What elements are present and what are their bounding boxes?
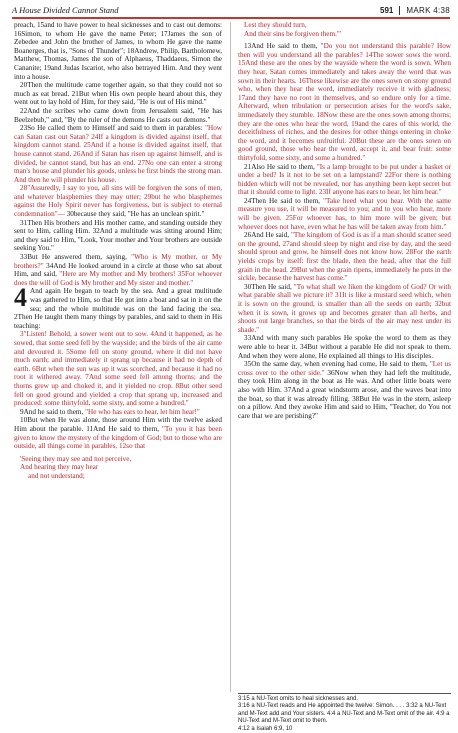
column-divider: [230, 22, 231, 692]
footnote: 3:15 a NU-Text omits to heal sicknesses and.: [238, 696, 359, 702]
words-of-jesus: "Take heed what you hear. With the same measure you use, it will be measured to you; and to you who hear, more will be given. 25For whoever has, to him more will be given; but whoever does not have, even what he has will be taken away from him.": [238, 196, 451, 231]
narrative-text: 26And He said,: [244, 231, 291, 240]
words-of-jesus: "Who is My mother, or My brothers?": [14, 253, 222, 270]
paragraph: [238, 231, 451, 283]
words-of-jesus: 28"Assuredly, I say to you, all sins will be forgiven the sons of men, and whatever blasphemies they may utter; 29but he who blasphemes against the Holy Spirit never has forgiveness, but is subject to eternal condemnation"—: [14, 184, 222, 219]
paragraph: 3"Listen! Behold, a sower went out to sow. 4And it happened, as he sowed, that some seed fell by the wayside; and the birds of the air came and devoured it. 5Some fell on stony ground, where it did not have much earth; and immediately it sprang up because it had no depth of earth. 6But when the sun was up it was scorched, and because it had no root it withered away. 7And some seed fell among thorns; and the thorns grew up and choked it, and it yielded no crop. 8But other seed fell on good ground and yielded a crop that sprang up, increased and produced: some thirtyfold, some sixty, and some a hundred.": [14, 330, 222, 408]
paragraph: 31Then His brothers and His mother came, and standing outside they sent to Him, calling Him. 32And a multitude was sitting around Him; and they said to Him, "Look, Your mother and Your brothers are outside seeking You.": [14, 218, 222, 253]
right-column: [238, 21, 451, 420]
chapter-reference: MARK 4:38: [406, 5, 450, 15]
paragraph: 20Then the multitude came together again, so that they could not so much as eat bread. 21But when His own people heard about this, they went out to lay hold of Him, for they said, "He is out of His mind.": [14, 81, 222, 107]
narrative-text: 33But He answered them, saying,: [20, 253, 132, 262]
words-of-jesus: "Is a lamp brought to be put under a basket or under a bed? Is it not to be set on a lampstand? 22For there is nothing hidden which will not be revealed, nor has anything been kept secret but that it should come to light. 23If anyone has ears to hear, let him hear.": [238, 162, 452, 197]
narrative-text: 30Then He said,: [244, 282, 294, 291]
words-of-jesus: "Here are My mother and My brothers! 35For whoever does the will of God is My brother and My sister and mother.": [14, 270, 222, 287]
poetry-line: And hearing they may hear: [20, 463, 99, 472]
paragraph: 22And the scribes who came down from Jerusalem said, "He has Beelzebub," and, "By the ruler of the demons He casts out demons.": [14, 106, 222, 124]
words-of-jesus: "He who has ears to hear, let him hear!": [85, 407, 200, 416]
poetry-line: And their sins be forgiven them.'": [244, 29, 342, 38]
words-of-jesus: "How can Satan cast out Satan? 24If a kingdom is divided against itself, that kingdom cannot stand. 25And if a house is divided against itself, that house cannot stand. 26And if Satan has risen up against himself, and is divided, he cannot stand, but has an end. 27No one can enter a strong man's house and plunder his goods, unless he first binds the strong man. And then he will plunder his house.: [14, 124, 222, 184]
section-title: A House Divided Cannot Stand: [12, 5, 119, 15]
left-column: [14, 21, 222, 480]
poetry-line: and not understand;: [28, 471, 85, 480]
paragraph: [14, 408, 222, 417]
footnotes: [238, 693, 451, 733]
paragraph: [14, 124, 222, 184]
words-of-jesus: "Let us cross over to the other side.": [238, 360, 451, 377]
words-of-jesus: "To what shall we liken the kingdom of God? Or with what parable shall we picture it? 31It is like a mustard seed which, when it is sown on the ground, is smaller than all the seeds on earth; 32but when it is sown, it grows up and becomes greater than all herbs, and shoots out large branches, so that the birds of the air may nest under its shade.": [238, 282, 452, 334]
footnote: 4:12 a Isaiah 6:9, 10: [238, 725, 293, 732]
narrative-text: 13And He said to them,: [244, 42, 321, 51]
poetry-line: 'Seeing they may see and not perceive,: [20, 454, 132, 463]
paragraph: preach, 15and to have power to heal sicknesses and to cast out demons: 16Simon, to whom He gave the name Peter; 17James the son of Zebedee and John the brother of James, to whom He gave the name Boanerges, that is, "Sons of Thunder"; 18Andrew, Philip, Bartholomew, Matthew, Thomas, James the son of Alphaeus, Thaddaeus, Simon the Cananite; 19and Judas Iscariot, who also betrayed Him. And they went into a house.: [14, 21, 222, 81]
poetry-block: [14, 455, 222, 481]
paragraph: [14, 253, 222, 287]
chapter-number: 4: [14, 283, 27, 313]
narrative-text: 24Then He said to them,: [244, 196, 324, 205]
header-rule: [12, 17, 450, 19]
narrative-text: 30because they said, "He has an unclean spirit.": [66, 210, 205, 219]
words-of-jesus: "The kingdom of God is as if a man should scatter seed on the ground, 27and should sleep by night and rise by day, and the seed should sprout and grow, he himself does not know how. 28For the earth yields crops by itself: first the blade, then the head, after that the full grain in the head. 29But when the grain ripens, immediately he puts in the sickle, because the harvest has come.": [238, 231, 451, 283]
paragraph: [238, 283, 451, 335]
narrative-text: 23So He called them to Himself and said to them in parables:: [20, 124, 206, 133]
narrative-text: 9And he said to them,: [20, 407, 86, 416]
chapter-start: [14, 283, 222, 330]
words-of-jesus: "To you it has been given to know the mystery of the kingdom of God; but to those who are outside, all things come in parables, 12so that: [14, 424, 222, 451]
page-header: [12, 3, 450, 17]
paragraph: [238, 163, 451, 197]
paragraph: 33And with many such parables He spoke the word to them as they were able to hear it. 34But without a parable He did not speak to them. And when they were alone, He explained all things to His disciples.: [238, 334, 451, 360]
poetry-line: Lest they should turn,: [244, 21, 307, 29]
header-separator: [399, 6, 400, 15]
poetry-block: [238, 21, 451, 38]
narrative-text: 36Now when they had left the multitude, they took Him along in the boat as He was. And other little boats were also with Him. 37And a great windstorm arose, and the waves beat into the boat, so that it was already filling. 38But He was in the stern, asleep on a pillow. And they awoke Him and said to Him, "Teacher, do You not care that we are perishing?": [238, 368, 451, 420]
header-right: [380, 6, 450, 15]
words-of-jesus: "Do you not understand this parable? How then will you understand all the parables? 14The sower sows the word. 15And these are the ones by the wayside where the word is sown. When they hear, Satan comes immediately and takes away the word that was sown in their hearts. 16These likewise are the ones sown on stony ground who, when they hear the word, immediately receive it with gladness; 17and they have no root in themselves, and so endure only for a time. Afterward, when tribulation or persecution arises for the word's sake, immediately they stumble. 18Now these are the ones sown among thorns; they are the ones who hear the word, 19and the cares of this world, the deceitfulness of riches, and the desires for other things entering in choke the word, and it becomes unfruitful. 20But these are the ones sown on good ground, those who hear the word, accept it, and bear fruit: some thirtyfold, some sixty, and some a hundred.": [238, 42, 451, 162]
narrative-text: 34And He looked around in a circle at those who sat about Him, and said,: [14, 261, 222, 279]
paragraph: [14, 184, 222, 218]
paragraph: [238, 360, 451, 420]
paragraph: [14, 416, 222, 450]
paragraph: [238, 42, 451, 162]
narrative-text: 21Also He said to them,: [244, 162, 317, 171]
narrative-text: 10But when He was alone, those around Him with the twelve asked Him about the parable. 11And He said to them,: [14, 416, 222, 433]
paragraph: [238, 197, 451, 231]
narrative-text: 35On the same day, when evening had come, He said to them,: [244, 360, 430, 369]
page-number: 591: [380, 5, 394, 15]
footnote: 3:16 a NU-Text reads and He appointed the twelve: Simon. . . . 3:32 a NU-Text and M-Text add and Your sisters. 4:4 a NU-Text and M-Text omit of the air. 4:9 a NU-Text and M-Text omit to them.: [238, 703, 450, 725]
narrative-text: And again He began to teach by the sea. And a great multitude was gathered to Him, so that He got into a boat and sat in it on the sea; and the whole multitude was on the land facing the sea. 2Then He taught them many things by parables, and said to them in His teaching:: [14, 287, 222, 330]
